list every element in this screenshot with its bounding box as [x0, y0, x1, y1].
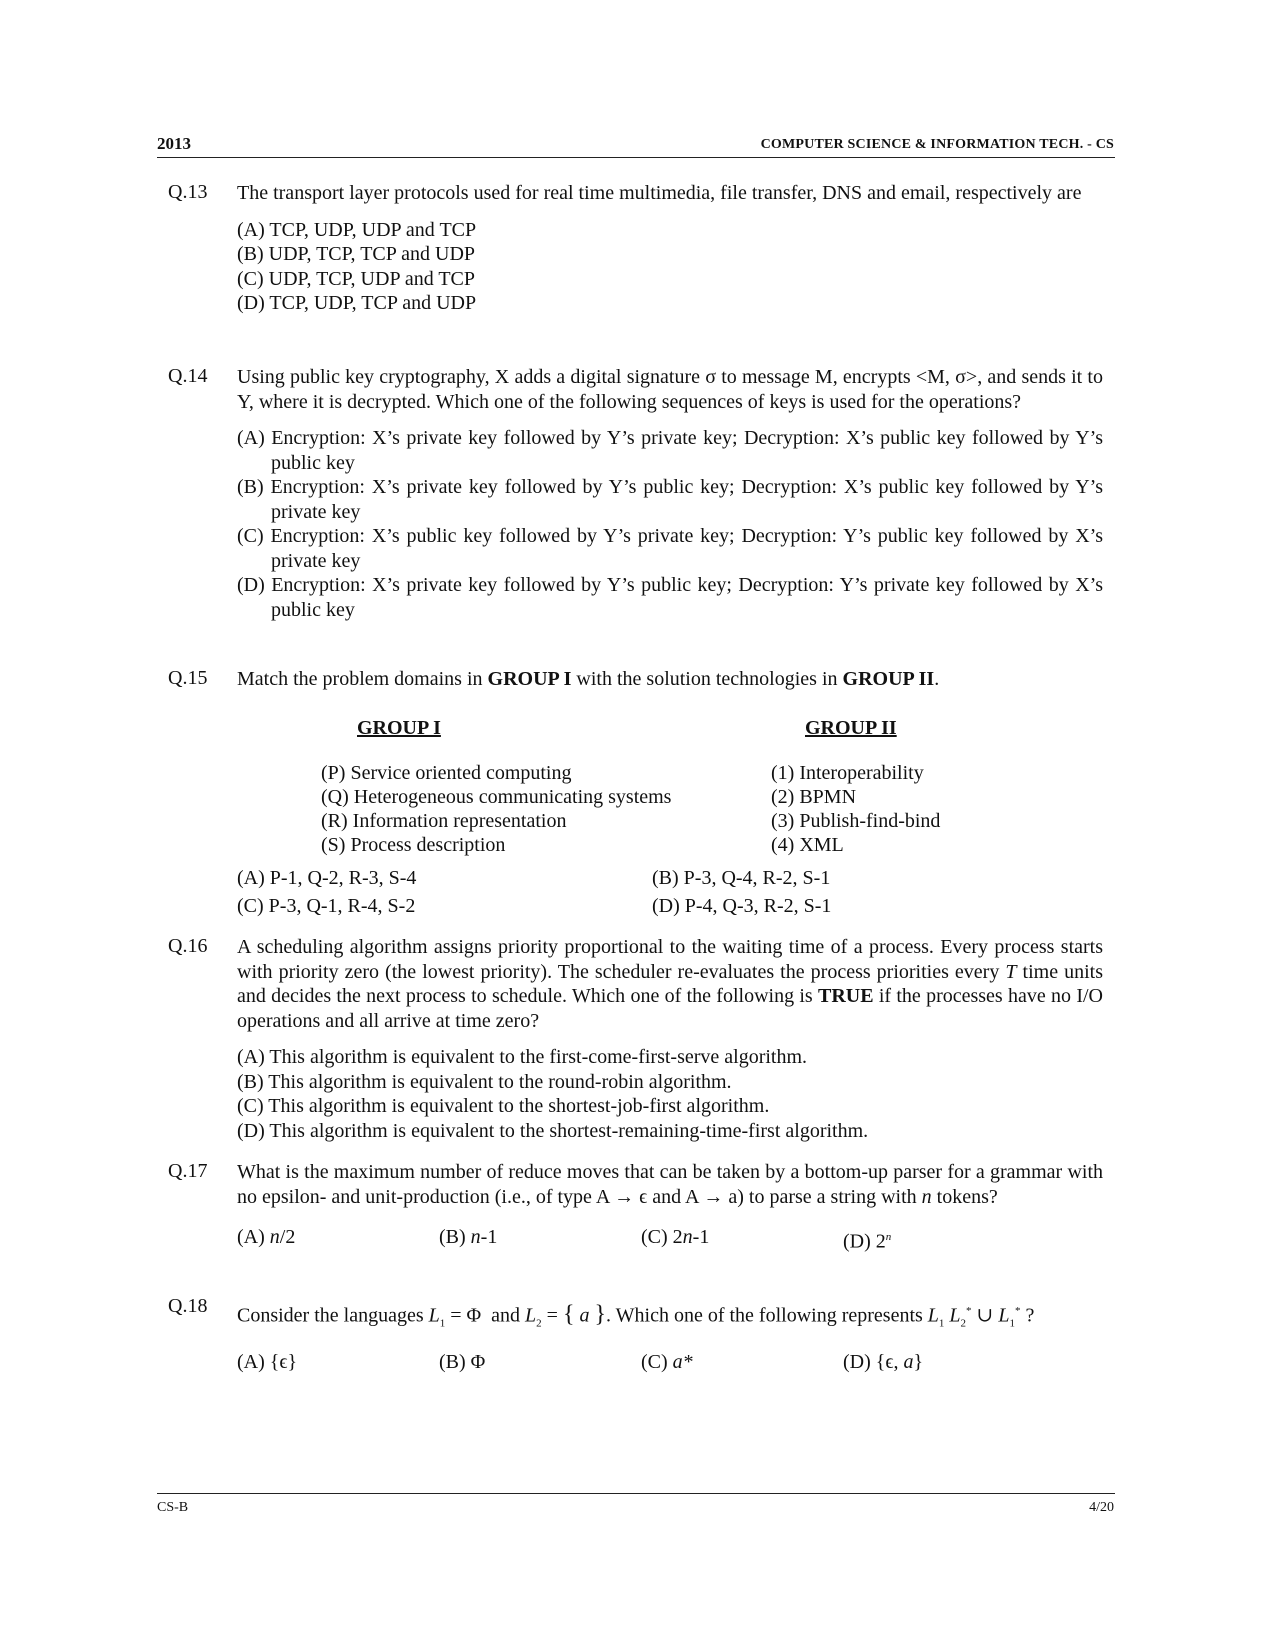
group-2-item: (2) BPMN: [771, 785, 857, 808]
question-text: Consider the languages $L_1 = \Phi$ and $L_2$ = { a }. Which one of the following represents $L_1$ $L_2^*$ ∪ $L_1^*$ ?: [237, 1301, 1035, 1330]
option-b: (B) Φ: [439, 1351, 486, 1374]
option-b: (B) P-3, Q-4, R-2, S-1: [652, 866, 831, 889]
group-2-list: [771, 761, 940, 857]
header-year: 2013: [157, 134, 191, 153]
footer-rule: [157, 1493, 1115, 1494]
option-c: (C) Encryption: X’s public key followed by Y’s private key; Decryption: Y’s public key followed by X’s private key: [237, 525, 1103, 572]
question-text: Using public key cryptography, X adds a digital signature σ to message M, encrypts <M, σ>, and sends it to Y, where it is decrypted. Which one of the following sequences of keys is used for the operations?: [237, 366, 1103, 413]
option-a: (A) This algorithm is equivalent to the first-come-first-serve algorithm.: [237, 1046, 808, 1068]
options-row: [237, 1225, 1103, 1254]
option-b: (B) This algorithm is equivalent to the round-robin algorithm.: [237, 1070, 732, 1093]
option-d: (D) {ϵ, a}: [843, 1351, 924, 1374]
question-number: Q.14: [168, 365, 208, 387]
question-17: [168, 1160, 1103, 1254]
options-list: [237, 1045, 1103, 1143]
option-d: (D) 2$^n$: [843, 1230, 892, 1253]
group-2-item: (3) Publish-find-bind: [771, 809, 941, 832]
question-text: Match the problem domains in GROUP I with the solution technologies in GROUP II.: [237, 668, 940, 690]
question-text: The transport layer protocols used for real time multimedia, file transfer, DNS and email, respectively are: [237, 182, 1082, 204]
question-15: [168, 667, 1103, 919]
header-rule: [157, 157, 1115, 158]
option-a: (A) n/2: [237, 1226, 296, 1248]
header-subject: COMPUTER SCIENCE & INFORMATION TECH. - CS: [760, 137, 1114, 152]
group-1-heading: GROUP I: [357, 716, 441, 739]
question-text: A scheduling algorithm assigns priority proportional to the waiting time of a process. Every process starts with priority zero (the lowest priority). The scheduler re-evaluates the process priorities every T time units and decides the next process to schedule. Which one of the following is TRUE if the processes have no I/O operations and all arrive at time zero?: [237, 936, 1103, 1032]
group-2-item: (1) Interoperability: [771, 761, 924, 784]
option-c: (C) 2n-1: [641, 1226, 710, 1248]
option-a: (A) TCP, UDP, UDP and TCP: [237, 218, 477, 241]
option-d: (D) Encryption: X’s private key followed by Y’s public key; Decryption: Y’s private key followed by X’s public key: [237, 574, 1103, 621]
question-number: Q.16: [168, 935, 208, 957]
options-row: [237, 1350, 1103, 1375]
question-18: [168, 1295, 1103, 1375]
footer-code: CS-B: [157, 1500, 189, 1515]
group-2-heading: GROUP II: [805, 716, 897, 739]
group-1-item: (S) Process description: [321, 833, 506, 856]
option-b: (B) UDP, TCP, TCP and UDP: [237, 243, 476, 265]
group-1-item: (Q) Heterogeneous communicating systems: [321, 785, 672, 808]
option-d: (D) P-4, Q-3, R-2, S-1: [652, 894, 832, 917]
option-c: (C) This algorithm is equivalent to the shortest-job-first algorithm.: [237, 1095, 770, 1117]
group-1-item: (P) Service oriented computing: [321, 761, 572, 784]
question-14: [168, 365, 1103, 622]
match-table: [237, 761, 1103, 857]
question-13: [168, 181, 1103, 316]
option-a: (A) Encryption: X’s private key followed by Y’s private key; Decryption: X’s public key followed by Y’s public key: [237, 427, 1103, 474]
options-list: [237, 426, 1103, 622]
option-b: (B) Encryption: X’s private key followed by Y’s public key; Decryption: X’s public key followed by Y’s private key: [237, 476, 1103, 523]
question-number: Q.18: [168, 1295, 208, 1317]
group-2-item: (4) XML: [771, 833, 844, 856]
options-list: [237, 218, 1103, 316]
group-1-item: (R) Information representation: [321, 809, 567, 832]
question-text: What is the maximum number of reduce moves that can be taken by a bottom-up parser for a grammar with no epsilon- and unit-production (i.e., of type A → ϵ and A → a) to parse a string with n tokens?: [237, 1161, 1103, 1208]
group-1-list: [321, 761, 671, 857]
option-c: (C) P-3, Q-1, R-4, S-2: [237, 894, 416, 917]
option-c: (C) a*: [641, 1351, 693, 1374]
page-number: 4/20: [1089, 1500, 1114, 1515]
options-grid: [237, 865, 1103, 919]
option-c: (C) UDP, TCP, UDP and TCP: [237, 267, 476, 290]
option-a: (A) P-1, Q-2, R-3, S-4: [237, 866, 417, 889]
option-d: (D) This algorithm is equivalent to the shortest-remaining-time-first algorithm.: [237, 1119, 869, 1142]
option-d: (D) TCP, UDP, TCP and UDP: [237, 292, 477, 314]
question-number: Q.17: [168, 1160, 208, 1182]
question-16: [168, 935, 1103, 1143]
option-b: (B) n-1: [439, 1226, 498, 1248]
question-number: Q.13: [168, 181, 208, 203]
question-number: Q.15: [168, 667, 208, 689]
group-headings: [237, 716, 1103, 746]
option-a: (A) {ϵ}: [237, 1351, 298, 1374]
